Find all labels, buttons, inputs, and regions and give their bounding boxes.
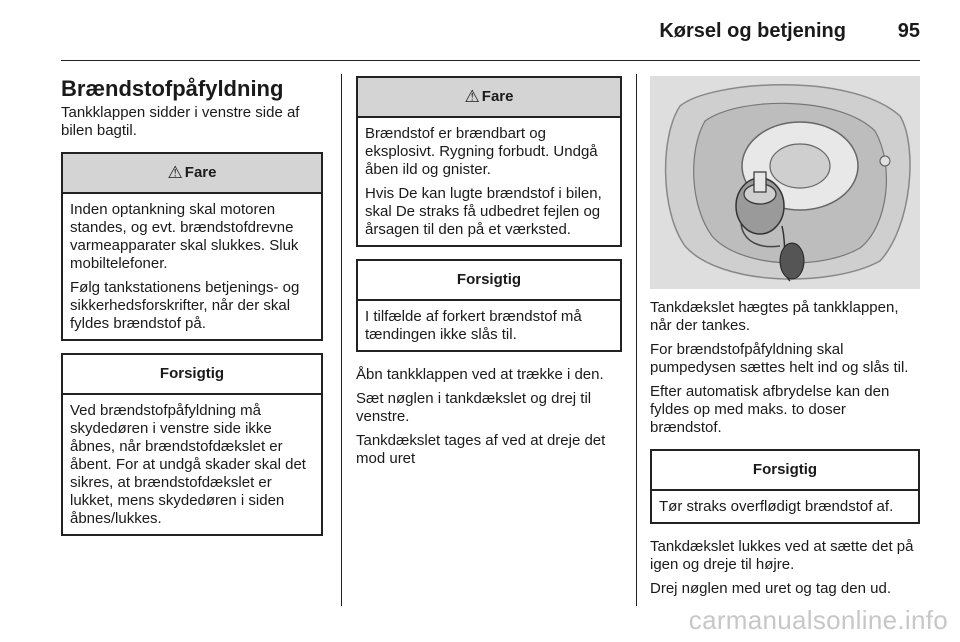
body-text: For brændstofpåfyldning skal pumpedysen sættes helt ind og slås til. [650, 341, 909, 376]
body-text: Tankdækslet tages af ved at dreje det mod uret [356, 432, 606, 467]
column-1 [61, 76, 323, 546]
caution-box-body [358, 301, 620, 350]
danger-box-header [358, 78, 620, 118]
watermark: carmanualsonline.info [688, 605, 948, 635]
column-3 [650, 76, 920, 604]
caution-box [356, 259, 622, 352]
caution-box-body [652, 491, 918, 522]
danger-box-heading: Fare [481, 88, 514, 105]
column-divider-1 [341, 74, 342, 606]
danger-text: Inden optankning skal motoren standes, og evt. brændstofdrevne varmeapparater skal slukkes. Sluk mobiltelefoner. [70, 201, 299, 272]
caution-box-heading: Forsigtig [752, 461, 818, 478]
section-title: Brændstofpåfyldning [61, 76, 284, 101]
body-text: Drej nøglen med uret og tag den ud. [650, 580, 891, 597]
danger-box-header [63, 154, 321, 194]
body-text: Tankdækslet hægtes på tankklappen, når der tankes. [650, 299, 899, 334]
caution-text: Tør straks overflødigt brændstof af. [659, 498, 894, 515]
danger-box-body [63, 194, 321, 339]
page-number: 95 [897, 20, 920, 42]
body-text: Efter automatisk afbrydelse kan den fyldes op med maks. to doser brændstof. [650, 383, 890, 436]
body-text: Åbn tankklappen ved at trække i den. [356, 366, 604, 383]
danger-box [356, 76, 622, 247]
intro-text: Tankklappen sidder i venstre side af bilen bagtil. [61, 104, 300, 139]
column-2 [356, 76, 622, 474]
caution-text: I tilfælde af forkert brændstof må tændingen ikke slås til. [365, 308, 582, 343]
fuel-cap-drawing [650, 76, 920, 289]
caution-box-header [652, 451, 918, 491]
caution-box-heading: Forsigtig [456, 271, 522, 288]
danger-box-heading: Fare [184, 164, 217, 181]
column-divider-2 [636, 74, 637, 606]
danger-text: Følg tankstationens betjenings- og sikkerhedsforskrifter, når der skal fyldes brændstof på. [70, 279, 300, 332]
body-text: Tankdækslet lukkes ved at sætte det på igen og dreje til højre. [650, 538, 914, 573]
warning-triangle-icon: ⚠ [464, 87, 480, 106]
danger-text: Brændstof er brændbart og eksplosivt. Rygning forbudt. Undgå åben ild og gnister. [365, 125, 598, 178]
page-header [61, 0, 920, 61]
header-title: Kørsel og betjening [659, 20, 846, 42]
caution-box-header [358, 261, 620, 301]
warning-triangle-icon: ⚠ [167, 163, 183, 182]
body-text: Sæt nøglen i tankdækslet og drej til venstre. [356, 390, 592, 425]
caution-text: Ved brændstofpåfyldning må skydedøren i venstre side ikke åbnes, når brændstofdækslet er åbent. For at undgå skader skal det sikres, at brændstofdækslet er lukket, mens skydedøren i siden åbnes/lukkes. [70, 402, 306, 527]
danger-box-body [358, 118, 620, 245]
caution-box-header [63, 355, 321, 395]
danger-box [61, 152, 323, 341]
caution-box-heading: Forsigtig [159, 365, 225, 382]
caution-box [650, 449, 920, 524]
fuel-cap-illustration [650, 76, 920, 289]
danger-text: Hvis De kan lugte brændstof i bilen, skal De straks få udbedret fejlen og årsagen til den på et værksted. [365, 185, 602, 238]
caution-box [61, 353, 323, 536]
caution-box-body [63, 395, 321, 534]
